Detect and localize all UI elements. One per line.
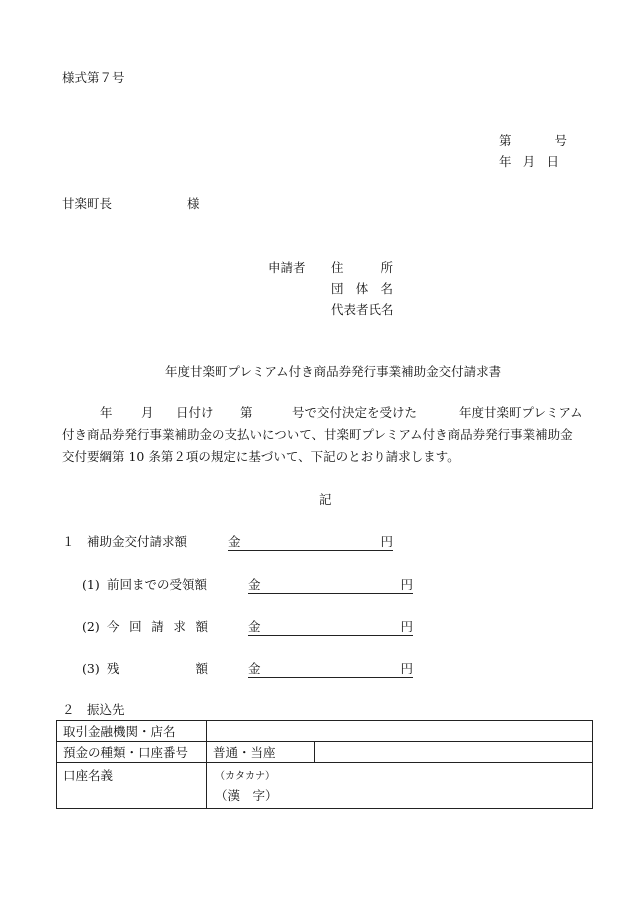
body-month: 月 [141, 405, 154, 420]
en-label: 円 [400, 619, 413, 634]
doc-number-dai: 第 [499, 133, 512, 148]
body-day: 日付け [176, 405, 214, 420]
item2-char: 請 [151, 619, 164, 634]
en-label: 円 [400, 661, 413, 676]
kana-label: （カタカナ） [215, 771, 275, 782]
applicant-address-label [331, 260, 393, 276]
account-type-row [57, 742, 593, 763]
org-char: 団 [331, 281, 344, 296]
account-type-label: 預金の種類・口座番号 [57, 742, 207, 763]
section1-label: １ 補助金交付請求額 [62, 534, 188, 549]
item3-number: (3) [82, 661, 100, 676]
item1-amount-field [248, 577, 413, 594]
applicant-organization-label [331, 281, 393, 297]
applicant-label: 申請者 [268, 260, 306, 275]
item2-char: 求 [173, 619, 186, 634]
document-date [499, 154, 559, 170]
kin-label: 金 [248, 577, 261, 592]
body-line-1 [62, 402, 592, 424]
addressee-name: 甘楽町長 [62, 196, 113, 211]
kin-label: 金 [248, 661, 261, 676]
applicant-representative-label: 代表者氏名 [331, 302, 394, 317]
item3-amount-field [248, 661, 413, 678]
section2-label: ２ 振込先 [62, 702, 125, 717]
section1-amount-field [228, 534, 393, 551]
account-holder-row [57, 763, 593, 809]
item1-label: 前回までの受領額 [107, 577, 208, 592]
en-label: 円 [380, 534, 393, 549]
address-char: 所 [380, 260, 393, 275]
item1-number: (1) [82, 577, 100, 592]
kanji-label: （漢 字） [215, 788, 278, 803]
date-year: 年 [499, 154, 512, 169]
document-title: 年度甘楽町プレミアム付き商品券発行事業補助金交付請求書 [165, 364, 502, 379]
document-number [499, 133, 567, 149]
bank-name-label: 取引金融機関・店名 [57, 721, 207, 742]
bank-row [57, 721, 593, 742]
body-year: 年 [100, 405, 113, 420]
body-line-2: 付き商品券発行事業補助金の支払いについて、甘楽町プレミアム付き商品券発行事業補助金 [62, 427, 573, 442]
account-number-field [315, 742, 593, 763]
body-go: 号で交付決定を受けた [292, 405, 418, 420]
item2-label [107, 619, 208, 635]
item2-amount-field [248, 619, 413, 636]
item2-char: 今 [107, 619, 120, 634]
item2-number: (2) [82, 619, 100, 634]
kin-label: 金 [248, 619, 261, 634]
item3-label [107, 661, 208, 677]
bank-transfer-table [56, 720, 593, 809]
org-char: 名 [380, 281, 393, 296]
account-holder-field [207, 763, 593, 809]
doc-number-go: 号 [554, 133, 567, 148]
address-char: 住 [331, 260, 344, 275]
account-holder-label: 口座名義 [57, 763, 207, 809]
kin-label: 金 [228, 534, 241, 549]
addressee-honorific: 様 [187, 196, 200, 211]
body-line-3: 交付要綱第 10 条第２項の規定に基づいて、下記のとおり請求します。 [62, 449, 460, 464]
body-year-program: 年度甘楽町プレミアム [459, 405, 583, 420]
org-char: 体 [355, 281, 369, 296]
account-type-value: 普通・当座 [207, 742, 315, 763]
form-number: 様式第７号 [62, 70, 125, 85]
item3-char: 額 [195, 661, 208, 676]
date-month: 月 [522, 154, 536, 169]
item3-char: 残 [107, 661, 120, 676]
bank-name-field [207, 721, 593, 742]
body-paragraph [62, 402, 592, 468]
item2-char: 回 [129, 619, 142, 634]
ki-heading: 記 [319, 492, 332, 507]
item2-char: 額 [195, 619, 208, 634]
date-day: 日 [546, 154, 559, 169]
body-dai: 第 [240, 405, 253, 420]
en-label: 円 [400, 577, 413, 592]
